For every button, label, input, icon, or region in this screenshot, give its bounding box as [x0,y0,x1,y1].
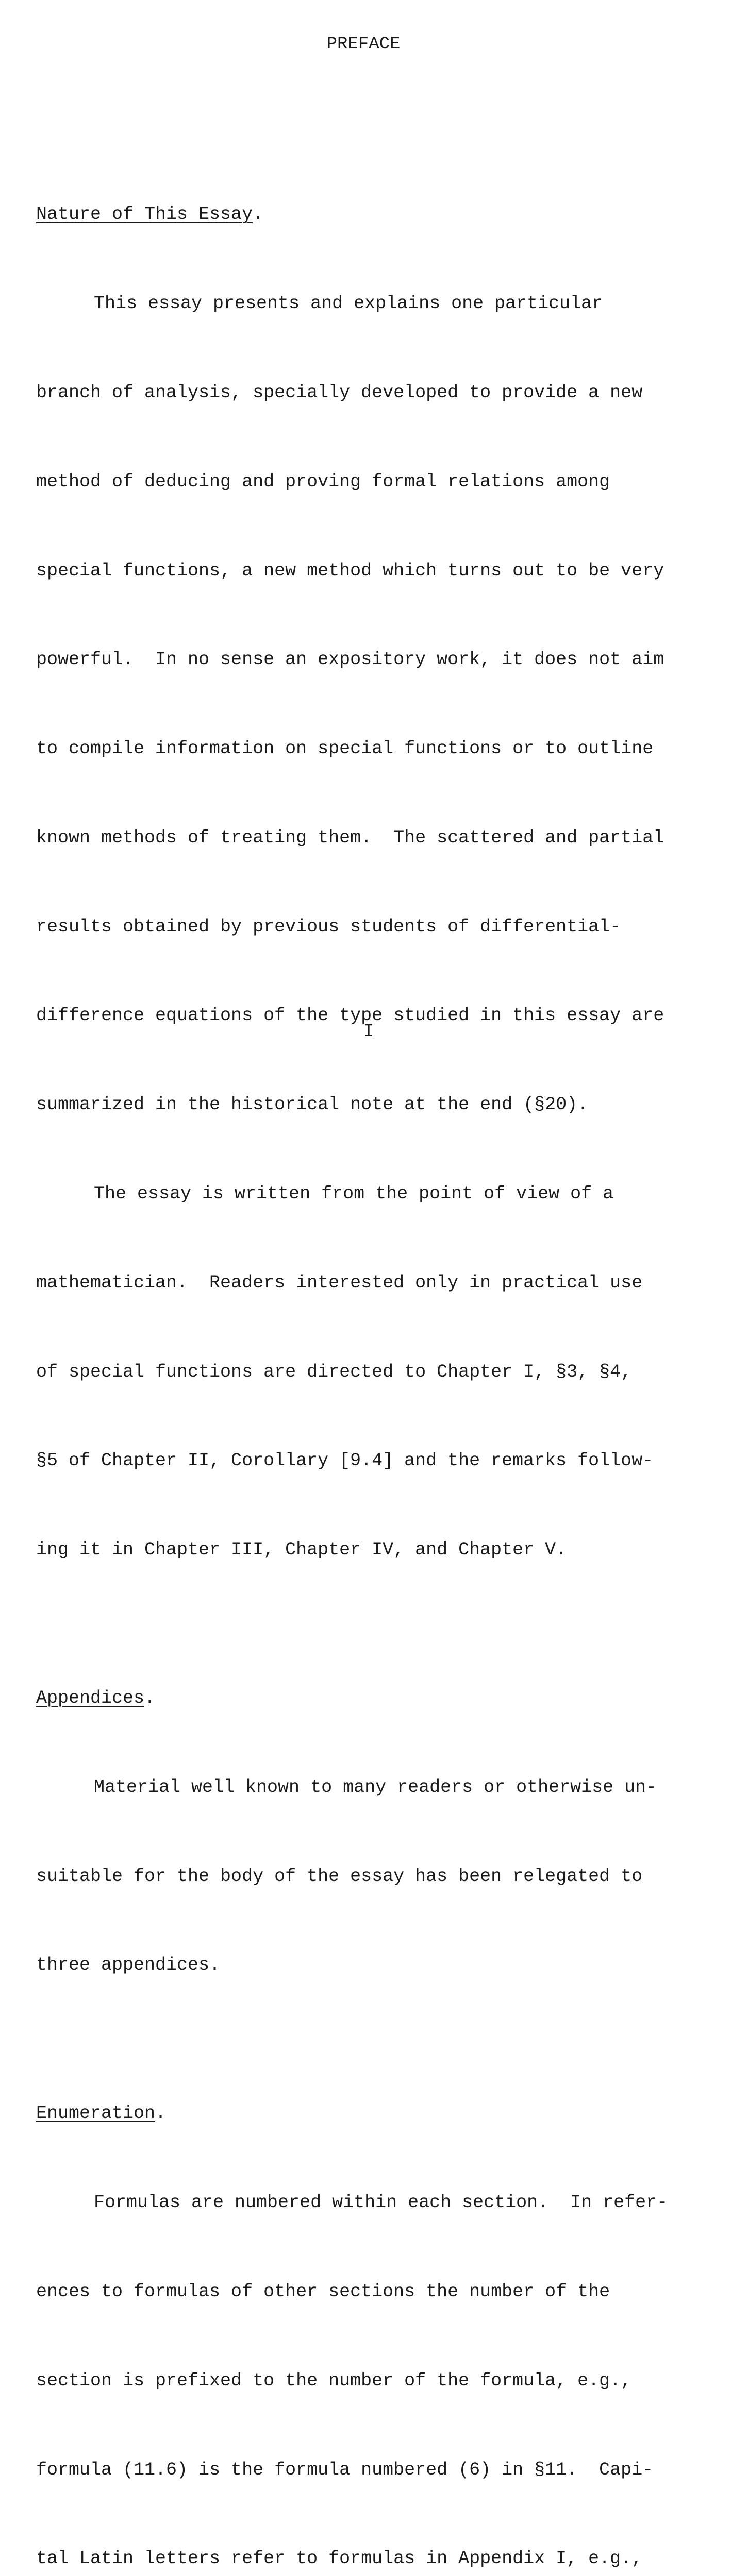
paragraph-line: formula (11.6) is the formula numbered (6) in §11. Capi- [36,2459,654,2480]
section-heading-appendices [36,1684,727,1714]
paragraph-line: Formulas are numbered within each section. In refer- [94,2192,668,2213]
heading-text: Appendices [36,1688,145,1709]
paragraph-line: §5 of Chapter II, Corollary [9.4] and the remarks follow- [36,1450,654,1471]
paragraph-line: method of deducing and proving formal relations among [36,471,610,492]
paragraph-line: difference equations of the type studied in this essay are [36,1005,664,1026]
section-heading-nature [36,200,727,230]
paragraph-line: summarized in the historical note at the end (§20). [36,1094,589,1115]
paragraph-line: powerful. In no sense an expository work, it does not aim [36,649,664,670]
paragraph-line: ences to formulas of other sections the number of the [36,2281,610,2302]
heading-text: Enumeration [36,2103,156,2124]
heading-text: Nature of This Essay [36,204,253,225]
heading-period: . [253,204,264,225]
paragraph-line: special functions, a new method which turns out to be very [36,560,664,581]
section-heading-enumeration [36,2099,727,2129]
paragraph-line: results obtained by previous students of differential- [36,916,621,937]
paragraph-line: The essay is written from the point of view of a [94,1183,614,1204]
paragraph-line: of special functions are directed to Chapter I, §3, §4, [36,1361,632,1382]
heading-period: . [155,2103,167,2124]
page-number: I [363,1021,374,1042]
heading-period: . [144,1688,156,1709]
paragraph-line: Material well known to many readers or otherwise un- [94,1776,657,1798]
paragraph-line: ing it in Chapter III, Chapter IV, and Chapter V. [36,1539,567,1561]
paragraph-line: This essay presents and explains one particular [94,293,603,314]
paragraph-line: suitable for the body of the essay has been relegated to [36,1866,643,1887]
page-title: PREFACE [326,35,401,54]
paragraph-line: branch of analysis, specially developed to provide a new [36,382,643,403]
preface-body [36,81,727,2576]
paragraph-line: section is prefixed to the number of the formula, e.g., [36,2370,632,2391]
paragraph-line: three appendices. [36,1955,221,1976]
paragraph-line: known methods of treating them. The scattered and partial [36,827,664,848]
paragraph-line: to compile information on special functions or to outline [36,738,654,759]
paragraph-line: mathematician. Readers interested only in practical use [36,1272,643,1293]
paragraph-line: tal Latin letters refer to formulas in Appendix I, e.g., [36,2548,643,2569]
